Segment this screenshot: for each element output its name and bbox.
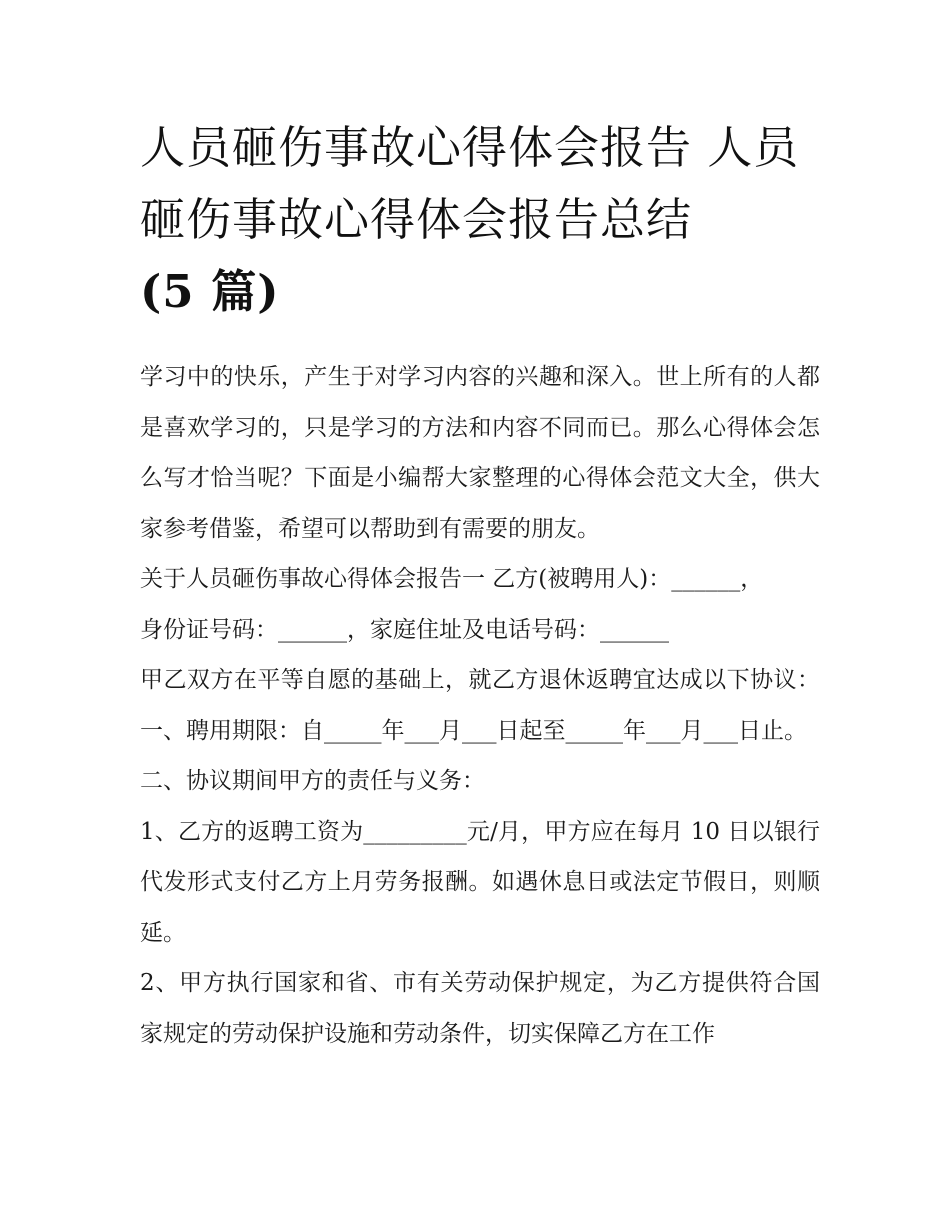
section-heading-report-one: 关于人员砸伤事故心得体会报告一 乙方(被聘用人)：______，	[140, 566, 764, 592]
title-count: (5 篇)	[140, 265, 280, 318]
clause-2-paragraph: 2、甲方执行国家和省、市有关劳动保护规定，为乙方提供符合国家规定的劳动保护设施和劳动条件，切实保障乙方在工作	[140, 970, 820, 1047]
document-body	[140, 352, 820, 1059]
intro-paragraph: 学习中的快乐，产生于对学习内容的兴趣和深入。世上所有的人都是喜欢学习的，只是学习的方法和内容不同而已。那么心得体会怎么写才恰当呢？下面是小编帮大家整理的心得体会范文大全，供大家参考借鉴，希望可以帮助到有需要的朋友。	[140, 364, 820, 542]
id-address-line: 身份证号码：______，家庭住址及电话号码：______	[140, 616, 669, 643]
document-title	[140, 112, 820, 328]
clause-1-paragraph: 1、乙方的返聘工资为_________元/月，甲方应在每月 10 日以银行代发形式支付乙方上月劳务报酬。如遇休息日或法定节假日，则顺延。	[140, 818, 820, 946]
party-a-duties-heading: 二、协议期间甲方的责任与义务：	[140, 768, 485, 794]
agreement-term-paragraph: 甲乙双方在平等自愿的基础上，就乙方退休返聘宜达成以下协议： 一、聘用期限：自_____年___月___日起至_____年___月___日止。	[140, 667, 820, 744]
title-main: 人员砸伤事故心得体会报告 人员砸伤事故心得体会报告总结	[140, 121, 800, 246]
